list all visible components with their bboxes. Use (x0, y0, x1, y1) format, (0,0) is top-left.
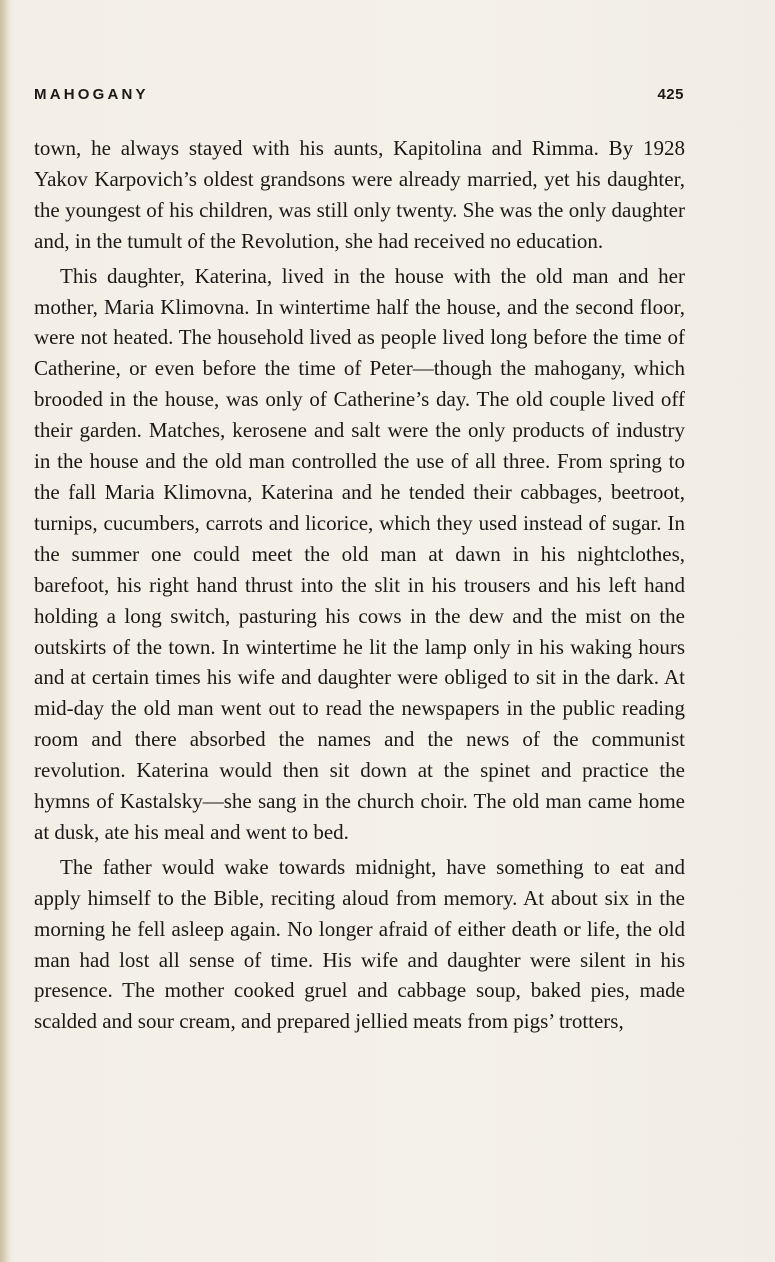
paragraph: The father would wake towards midnight, have something to eat and apply himself to the Bible, reciting aloud from memory. At about six in the morning he fell asleep again. No longer afraid of either death or life, the old man had lost all sense of time. His wife and daughter were silent in his presence. The mother cooked gruel and cabbage soup, baked pies, made scalded and sour cream, and prepared jellied meats from pigs’ trotters, (34, 854, 685, 1034)
running-head (34, 86, 684, 106)
running-title: MAHOGANY (34, 86, 149, 103)
body-text (34, 133, 685, 1041)
paragraph: town, he always stayed with his aunts, Kapitolina and Rimma. By 1928 Yakov Karpovich’s oldest grandsons were already married, yet his daughter, the youngest of his children, was still only twenty. She was the only daughter and, in the tumult of the Revolution, she had received no education. (34, 136, 685, 253)
page-number: 425 (657, 86, 684, 103)
paragraph: This daughter, Katerina, lived in the house with the old man and her mother, Maria Klimovna. In wintertime half the house, and the second floor, were not heated. The household lived as people lived long before the time of Catherine, or even before the time of Peter—though the mahogany, which brooded in the house, was only of Catherine’s day. The old couple lived off their garden. Matches, kerosene and salt were the only products of industry in the house and the old man controlled the use of all three. From spring to the fall Maria Klimovna, Katerina and he tended their cabbages, beetroot, turnips, cucumbers, carrots and licorice, which they used instead of sugar. In the summer one could meet the old man at dawn in his nightclothes, barefoot, his right hand thrust into the slit in his trousers and his left hand holding a long switch, pasturing his cows in the dew and the mist on the outskirts of the town. In wintertime he lit the lamp only in his waking hours and at certain times his wife and daughter were obliged to sit in the dark. At mid-day the old man went out to read the newspapers in the public reading room and there absorbed the names and the news of the communist revolution. Katerina would then sit down at the spinet and practice the hymns of Kastalsky—she sang in the church choir. The old man came home at dusk, ate his meal and went to bed. (34, 263, 685, 844)
gutter-shadow (0, 0, 10, 1262)
